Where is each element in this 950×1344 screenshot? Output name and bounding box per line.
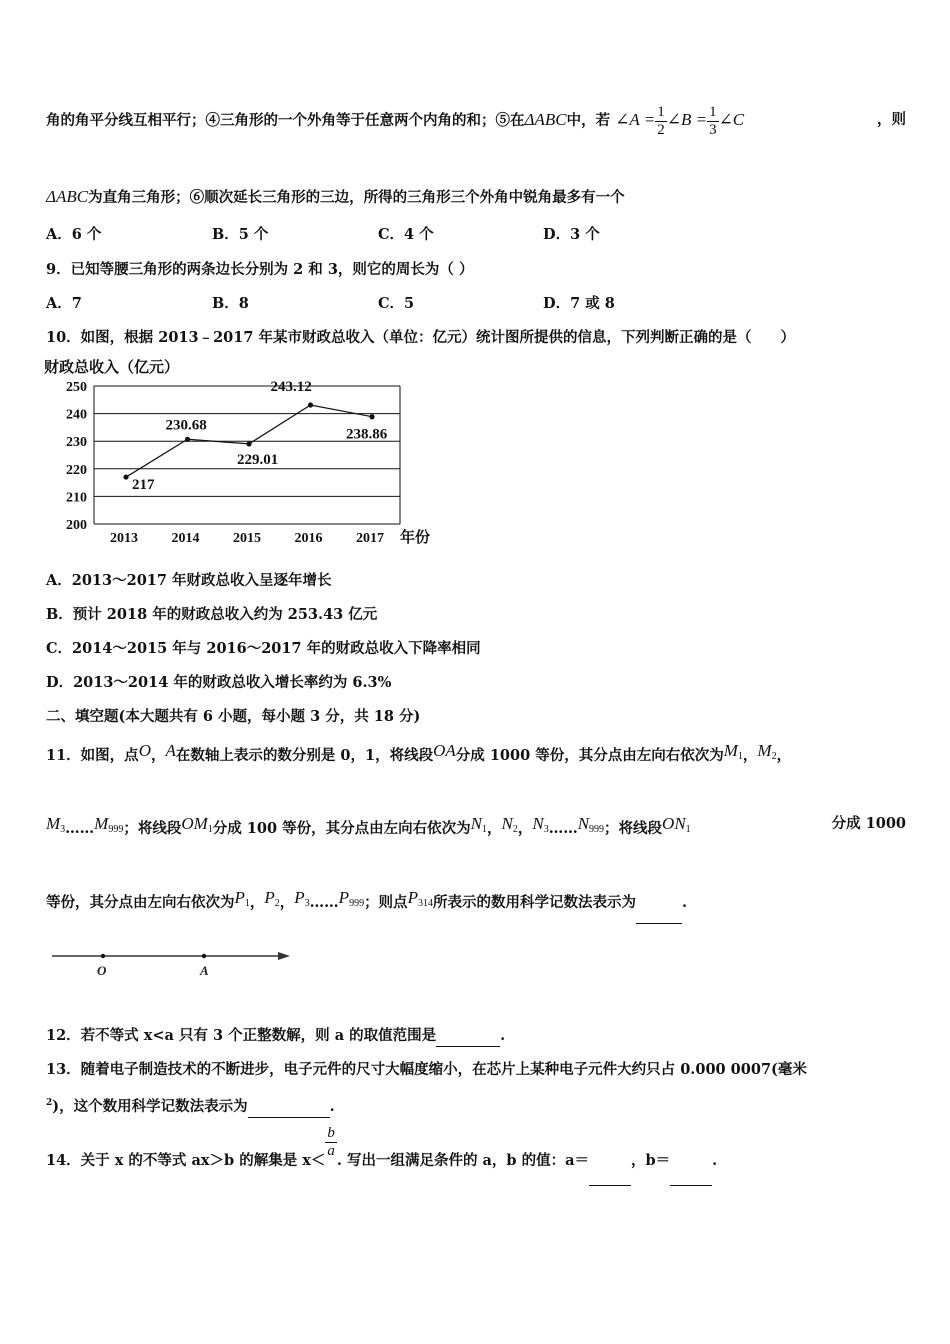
- segment-oa-math: OA: [433, 741, 456, 760]
- m999-math: $M_{999}$: [94, 814, 124, 835]
- m3-math: $M_3$: [46, 814, 66, 835]
- q11-text-2c: ；将线段: [604, 820, 663, 837]
- numline-label-a: A: [200, 963, 209, 978]
- q11-comma-1: ，: [742, 747, 758, 764]
- q11-text-2b: 分成 100 等份，其分点由左向右依次为: [212, 820, 471, 837]
- p999-math: $P_{999}$: [338, 888, 365, 909]
- q11-comma-5: ，: [249, 894, 265, 911]
- x-tick-2016: 2016: [294, 531, 323, 546]
- q8-option-d: D．3 个: [543, 226, 600, 243]
- p2-math: $P_2$: [264, 888, 280, 909]
- q8-line1-text-b: 中，若: [566, 112, 611, 129]
- q11-dots-3: ……: [309, 894, 339, 911]
- section-title: 二、填空题(本大题共有 6 小题，每小题 3 分，共 18 分): [46, 708, 421, 725]
- q13-text: )，这个数用科学记数法表示为: [52, 1098, 248, 1115]
- q11-text-3c: 所表示的数用科学记数法表示为: [432, 894, 636, 911]
- q8-line1-text-a: 角的角平分线互相平行；④三角形的一个外角等于任意两个内角的和；⑤在: [46, 112, 525, 129]
- chart-x-axis-title: 年份: [400, 528, 431, 546]
- data-point-2015: [246, 441, 251, 446]
- y-tick-220: 220: [66, 462, 87, 478]
- m1-math: $M_1$: [723, 741, 743, 762]
- numline-label-o: O: [97, 963, 107, 978]
- q14-answer-blank-a[interactable]: [589, 1141, 631, 1186]
- y-tick-250: 250: [66, 380, 87, 395]
- q11-text-2a: ；将线段: [123, 820, 182, 837]
- number-line-figure: [46, 942, 306, 986]
- chart-y-axis-title: 财政总收入（亿元）: [44, 358, 180, 376]
- p3-math: $P_3$: [294, 888, 310, 909]
- q11-comma-2: ，: [776, 747, 792, 764]
- q8-line2-text: 为直角三角形；⑥顺次延长三角形的三边，所得的三角形三个外角中锐角最多有一个: [88, 189, 625, 206]
- q12-period: .: [500, 1027, 506, 1044]
- data-label-2017: 238.86: [346, 426, 388, 443]
- q8-option-b: B．5 个: [212, 226, 269, 243]
- q12-answer-blank[interactable]: [436, 1029, 500, 1047]
- n3-math: $N_3$: [532, 814, 549, 835]
- q11-dots-1: ……: [65, 820, 95, 837]
- n2-math: $N_2$: [501, 814, 518, 835]
- q14: [46, 1125, 717, 1169]
- q11-comma-6: ，: [279, 894, 295, 911]
- q11-text-1b: 在数轴上表示的数分别是 0，1，将线段: [175, 747, 434, 764]
- x-tick-2014: 2014: [171, 531, 200, 546]
- x-tick-2015: 2015: [233, 531, 261, 546]
- q14-answer-blank-b[interactable]: [670, 1141, 712, 1186]
- y-tick-210: 210: [66, 490, 87, 506]
- data-point-2017: [369, 414, 374, 419]
- q11-sep: ，: [150, 747, 166, 764]
- angle-a-math: ∠A =: [615, 110, 656, 129]
- q8-option-c: C．4 个: [378, 226, 434, 243]
- fraction-one-half: $\frac{1}{2}$: [657, 103, 665, 138]
- q10-option-b: B．预计 2018 年的财政总收入约为 253.43 亿元: [46, 606, 378, 623]
- q12-text: 12．若不等式 x<a 只有 3 个正整数解，则 a 的取值范围是: [46, 1027, 437, 1044]
- q8-line2: [46, 186, 625, 207]
- q13-line1: 13．随着电子制造技术的不断进步，电子元件的尺寸大幅度缩小，在芯片上某种电子元件大约只占 0.000 0007(毫米: [46, 1061, 807, 1078]
- q10-option-d: D．2013～2014 年的财政总收入增长率约为 6.3%: [46, 674, 392, 691]
- on1-math: $ON_1$: [662, 814, 691, 835]
- triangle-abc-math: ΔABC: [524, 110, 567, 129]
- x-tick-2017: 2017: [356, 531, 384, 546]
- m2-math: $M_2$: [757, 741, 777, 762]
- q14-period: .: [712, 1152, 718, 1169]
- q12: [46, 1024, 505, 1047]
- data-point-2014: [185, 437, 190, 442]
- q11-text-3a: 等份，其分点由左向右依次为: [46, 894, 235, 911]
- x-tick-2013: 2013: [110, 531, 138, 546]
- q10-option-c: C．2014～2015 年与 2016～2017 年的财政总收入下降率相同: [46, 640, 481, 657]
- data-point-2013: [123, 474, 128, 479]
- fraction-b-over-a: $\frac{b}{a}$: [327, 1125, 335, 1159]
- q8-line1: [46, 100, 906, 140]
- q13-superscript: 2: [46, 1098, 53, 1109]
- om1-math: $OM_1$: [181, 814, 213, 835]
- revenue-line-chart: [40, 352, 460, 552]
- data-point-2016: [308, 402, 313, 407]
- q10-stem: 10．如图，根据 2013﹣2017 年某市财政总收入（单位：亿元）统计图所提供的信息，下列判断正确的是（ ）: [46, 329, 795, 346]
- q13-period: .: [329, 1098, 335, 1115]
- data-label-2013: 217: [132, 477, 155, 494]
- q11-answer-blank[interactable]: [636, 887, 682, 924]
- point-o-math: O: [138, 741, 151, 760]
- angle-c-math: ∠C: [718, 110, 745, 129]
- y-tick-200: 200: [66, 518, 87, 533]
- point-a-math: A: [165, 741, 176, 760]
- q8-line1-text-c: ，则: [877, 111, 906, 128]
- q10-option-a: A．2013～2017 年财政总收入呈逐年增长: [46, 572, 332, 589]
- q11-line1: [46, 733, 906, 769]
- q9-option-a: A．7: [46, 295, 82, 312]
- data-label-2014: 230.68: [165, 417, 207, 434]
- q11-text-2d: 分成 1000: [831, 815, 906, 832]
- p1-math: $P_1$: [234, 888, 250, 909]
- q9-option-d: D．7 或 8: [543, 295, 615, 312]
- q11-comma-4: ，: [517, 820, 533, 837]
- y-tick-230: 230: [66, 435, 87, 451]
- triangle-abc-math-2: ΔABC: [46, 187, 89, 206]
- q8-option-a: A．6 个: [46, 226, 102, 243]
- q9-option-b: B．8: [212, 295, 249, 312]
- p314-math: $P_{314}$: [407, 888, 433, 909]
- angle-b-math: ∠B =: [666, 110, 708, 129]
- fraction-one-third: $\frac{1}{3}$: [709, 103, 717, 138]
- q11-text-3b: ；则点: [364, 894, 408, 911]
- q11-period: .: [681, 894, 688, 911]
- q14-text-c: ，b＝: [631, 1152, 671, 1169]
- q13-answer-blank[interactable]: [248, 1100, 330, 1118]
- data-label-2015: 229.01: [237, 451, 279, 468]
- n1-math: $N_1$: [470, 814, 488, 835]
- n999-math: $N_{999}$: [577, 814, 605, 835]
- q13-line2: [46, 1095, 335, 1118]
- q11-text-1a: 11．如图，点: [46, 747, 139, 764]
- q11-dots-2: ……: [548, 820, 578, 837]
- q11-comma-3: ，: [487, 820, 502, 837]
- q9-stem: 9．已知等腰三角形的两条边长分别为 2 和 3，则它的周长为（ ）: [46, 261, 474, 278]
- data-label-2016: 243.12: [270, 378, 312, 395]
- y-tick-240: 240: [66, 407, 87, 423]
- q14-text-b: . 写出一组满足条件的 a，b 的值：a＝: [336, 1152, 590, 1169]
- q11-text-1c: 分成 1000 等份，其分点由左向右依次为: [455, 747, 724, 764]
- q11-line3: [46, 880, 687, 916]
- q14-text-a: 14．关于 x 的不等式 ax＞b 的解集是 x＜: [46, 1152, 326, 1169]
- q11-line2: [46, 806, 906, 842]
- q9-option-c: C．5: [378, 295, 415, 312]
